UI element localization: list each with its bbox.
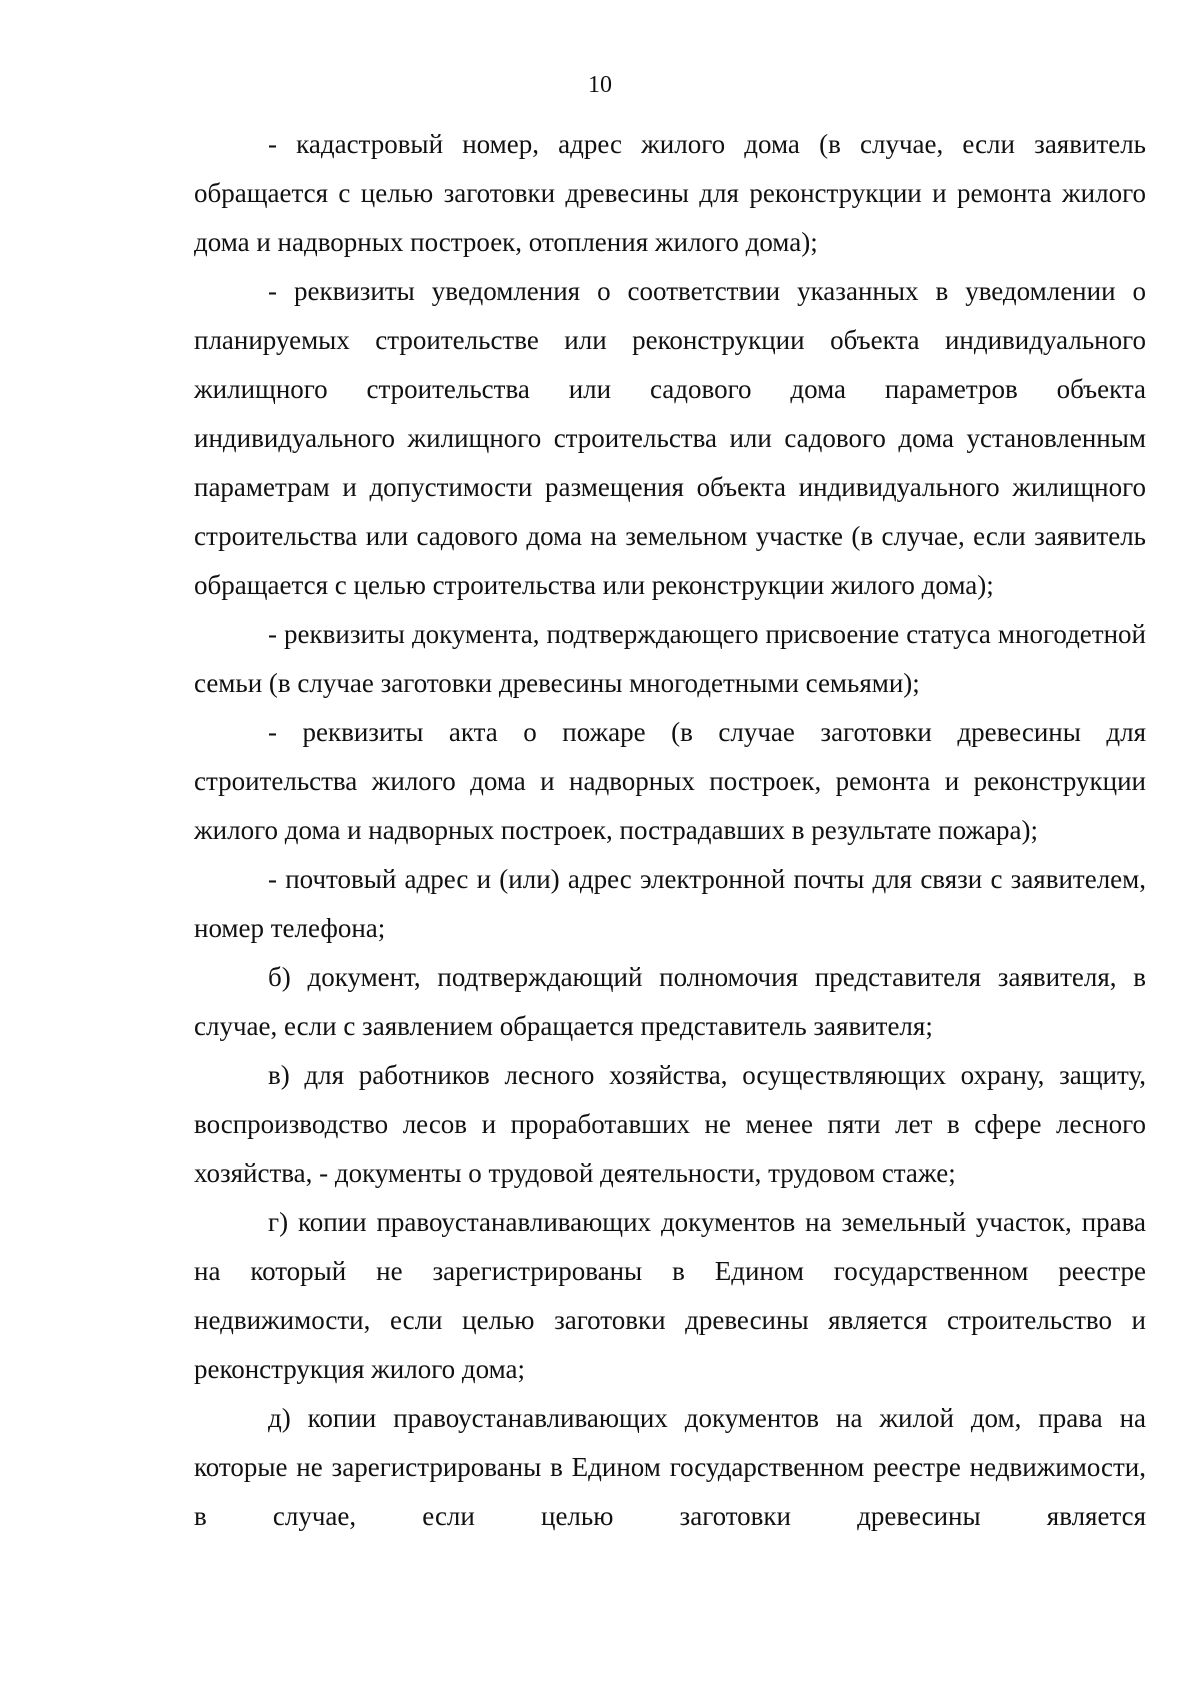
paragraph-notification-details: - реквизиты уведомления о соответствии указанных в уведомлении о планируемых строительстве или реконструкции объекта индивидуального жилищного строительства или садового дома параметров объекта индивидуального жилищного строительства или садового дома установленным параметрам и допустимости размещения объекта индивидуального жилищного строительства или садового дома на земельном участке (в случае, если заявитель обращается с целью строительства или реконструкции жилого дома); xyxy=(194,276,1146,600)
page-number: 10 xyxy=(588,72,612,98)
paragraph-representative-authority: б) документ, подтверждающий полномочия представителя заявителя, в случае, если с заявлением обращается представитель заявителя; xyxy=(194,962,1146,1041)
paragraph-cadastral-number: - кадастровый номер, адрес жилого дома (в случае, если заявитель обращается с целью заготовки древесины для реконструкции и ремонта жилого дома и надворных построек, отопления жилого дома); xyxy=(194,129,1146,257)
paragraph-contact-details: - почтовый адрес и (или) адрес электронной почты для связи с заявителем, номер телефона; xyxy=(194,864,1146,943)
paragraph-forestry-workers: в) для работников лесного хозяйства, осуществляющих охрану, защиту, воспроизводство лесов и проработавших не менее пяти лет в сфере лесного хозяйства, - документы о трудовой деятельности, трудовом стаже; xyxy=(194,1060,1146,1188)
paragraph-fire-act: - реквизиты акта о пожаре (в случае заготовки древесины для строительства жилого дома и надворных построек, ремонта и реконструкции жилого дома и надворных построек, пострадавших в результате пожара); xyxy=(194,717,1146,845)
paragraph-house-title-documents: д) копии правоустанавливающих документов на жилой дом, права на которые не зарегистрированы в Едином государственном реестре недвижимости, в случае, если целью заготовки древесины является xyxy=(194,1403,1146,1531)
paragraph-land-title-documents: г) копии правоустанавливающих документов на земельный участок, права на который не зарегистрированы в Едином государственном реестре недвижимости, если целью заготовки древесины является строительство и реконструкция жилого дома; xyxy=(194,1207,1146,1384)
paragraph-large-family-document: - реквизиты документа, подтверждающего присвоение статуса многодетной семьи (в случае заготовки древесины многодетными семьями); xyxy=(194,619,1146,698)
document-body xyxy=(194,120,1146,1541)
